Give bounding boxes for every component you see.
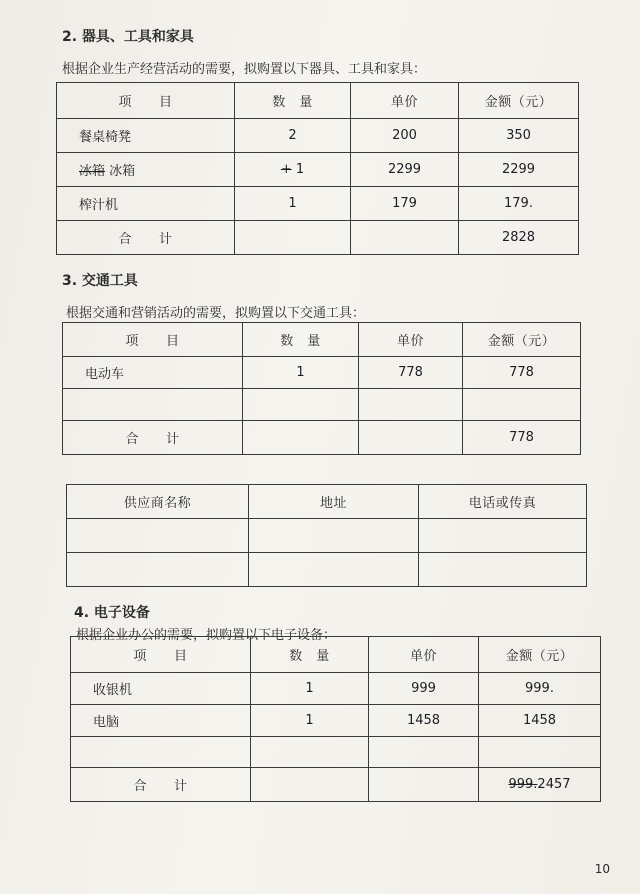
total-label: 合 计 [57,221,235,255]
table-row [67,553,587,587]
item-text: 冰箱 [109,164,136,179]
price-cell [359,389,463,421]
header-qty: 数 量 [251,637,369,673]
total-row [71,768,601,802]
table-row [71,737,601,768]
price-cell: 999 [369,673,479,705]
table-row [57,153,579,187]
item-cell: 收银机 [71,673,251,705]
price-cell: 2299 [351,153,459,187]
header-price: 单价 [351,83,459,119]
amount-cell: 2299 [459,153,579,187]
header-amount: 金额（元） [459,83,579,119]
item-cell [71,737,251,768]
struck-item-text: 冰箱 [79,164,106,179]
price-cell: 1458 [369,705,479,737]
section-2-heading: 2. 器具、工具和家具 [62,29,194,45]
total-label: 合 计 [71,768,251,802]
header-qty: 数 量 [235,83,351,119]
qty-cell: 1 [243,357,359,389]
struck-qty-text: + [280,162,292,177]
header-item: 项 目 [71,637,251,673]
supplier-table [66,484,587,587]
header-amount: 金额（元） [463,323,581,357]
header-phone: 电话或传真 [419,485,587,519]
header-item: 项 目 [57,83,235,119]
price-cell: 200 [351,119,459,153]
header-price: 单价 [369,637,479,673]
total-row [63,421,581,455]
total-amount: 2828 [459,221,579,255]
table-row [71,673,601,705]
total-amount: 778 [463,421,581,455]
header-address: 地址 [249,485,419,519]
header-amount: 金额（元） [479,637,601,673]
qty-text: 1 [295,162,305,177]
electronics-table [70,636,601,802]
table-row [57,187,579,221]
amount-cell: 1458 [479,705,601,737]
price-cell: 778 [359,357,463,389]
amount-cell: 999. [479,673,601,705]
price-cell: 179 [351,187,459,221]
qty-cell: 2 [235,119,351,153]
item-cell: 餐桌椅凳 [57,119,235,153]
header-supplier-name: 供应商名称 [67,485,249,519]
amount-cell [463,389,581,421]
table-row [57,119,579,153]
section-3-intro: 根据交通和营销活动的需要，拟购置以下交通工具： [66,306,366,321]
qty-cell: 1 [235,187,351,221]
total-amount: 2457 [537,777,571,792]
struck-total-text: 999. [508,777,538,792]
item-cell: 榨汁机 [57,187,235,221]
item-cell [57,153,235,187]
amount-cell: 179. [459,187,579,221]
item-cell [63,389,243,421]
section-4-heading: 4. 电子设备 [74,605,150,621]
qty-cell [235,153,351,187]
section-3-heading: 3. 交通工具 [62,273,138,289]
qty-cell [243,389,359,421]
qty-cell: 1 [251,673,369,705]
amount-cell [479,737,601,768]
amount-cell: 350 [459,119,579,153]
item-cell: 电脑 [71,705,251,737]
section-4-intro: 根据企业办公的需要，拟购置以下电子设备： [76,628,337,643]
qty-cell [251,737,369,768]
amount-cell: 778 [463,357,581,389]
header-item: 项 目 [63,323,243,357]
item-cell: 电动车 [63,357,243,389]
total-amount-cell [479,768,601,802]
vehicle-table [62,322,581,455]
header-qty: 数 量 [243,323,359,357]
table-row [67,519,587,553]
page-number: 10 [594,862,610,876]
section-2-intro: 根据企业生产经营活动的需要，拟购置以下器具、工具和家具： [62,62,427,77]
table-row [63,357,581,389]
total-label: 合 计 [63,421,243,455]
table-row [71,705,601,737]
furniture-table [56,82,579,255]
total-row [57,221,579,255]
table-row [63,389,581,421]
price-cell [369,737,479,768]
header-price: 单价 [359,323,463,357]
qty-cell: 1 [251,705,369,737]
